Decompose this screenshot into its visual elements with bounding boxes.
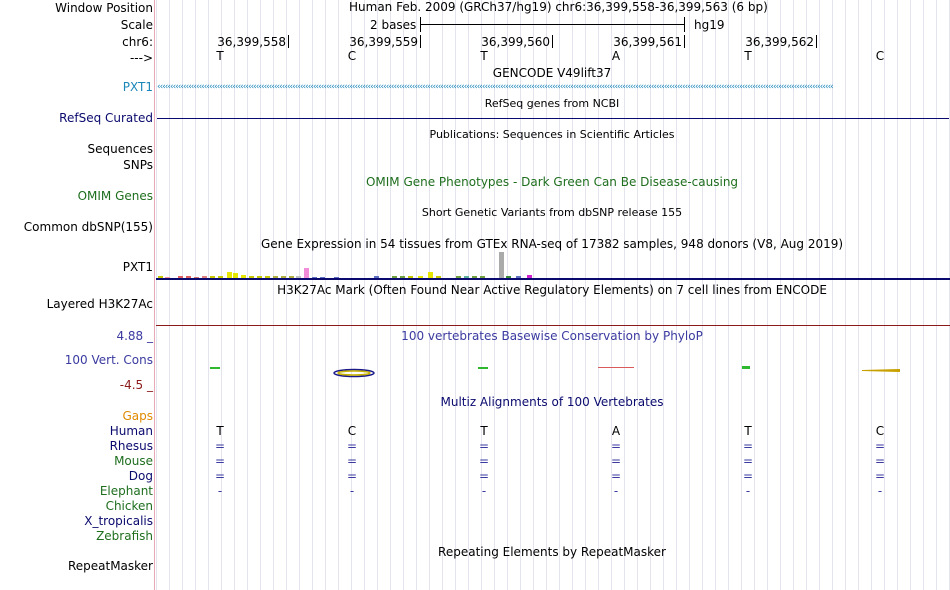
conservation-track-label[interactable]: 100 Vert. Cons (64, 353, 153, 367)
dbsnp-track-label[interactable]: Common dbSNP(155) (23, 220, 153, 234)
alignment-base: = (214, 454, 226, 468)
repeatmasker-track-label[interactable]: RepeatMasker (67, 559, 153, 573)
conservation-max-label: 4.88 _ (116, 329, 153, 343)
species-label-dog[interactable]: Dog (128, 469, 153, 483)
omim-track-title: OMIM Gene Phenotypes - Dark Green Can Be Disease-causing (365, 175, 739, 189)
h3k27ac-baseline (156, 325, 950, 326)
alignment-base: T (216, 424, 224, 438)
species-label-mouse[interactable]: Mouse (114, 454, 153, 468)
cons-mark-2b (338, 371, 370, 375)
ruler-position-label: 36,399,560 (481, 35, 550, 49)
alignment-base: = (742, 454, 754, 468)
omim-track-label[interactable]: OMIM Genes (77, 189, 153, 203)
publications-track-title: Publications: Sequences in Scientific Articles (429, 128, 675, 141)
gtex-gene-line (156, 278, 950, 280)
cons-mark-5 (742, 366, 750, 369)
h3k27ac-track-label[interactable]: Layered H3K27Ac (46, 297, 153, 311)
ruler-tick (684, 35, 685, 48)
gencode-gene-body[interactable]: ‹‹‹‹‹‹‹‹‹‹‹‹‹‹‹‹‹‹‹‹‹‹‹‹‹‹‹‹‹‹‹‹‹‹‹‹‹‹‹‹‹‹‹‹‹‹‹‹‹‹‹‹‹‹‹‹‹‹‹‹‹‹‹‹‹‹‹‹‹‹‹‹‹‹‹‹‹‹‹‹‹‹‹‹‹‹‹‹‹‹‹‹‹‹‹‹‹‹‹‹‹‹‹‹‹‹‹‹‹‹‹‹‹‹‹‹‹‹‹‹‹‹‹‹‹‹‹‹‹‹‹‹‹‹‹‹‹‹‹‹‹‹‹‹‹‹‹‹‹‹‹‹‹‹‹‹‹‹‹‹‹‹‹‹‹‹‹‹‹‹‹‹‹‹‹‹‹‹‹‹‹‹‹‹‹‹‹‹‹‹‹‹‹‹‹‹‹‹‹‹‹‹‹‹‹‹‹‹‹‹‹‹‹‹‹‹‹‹‹‹‹‹‹‹‹‹‹‹‹‹‹‹‹‹‹‹‹‹‹‹‹‹‹‹‹‹‹‹‹‹‹‹‹‹‹‹‹‹‹‹ (157, 83, 833, 92)
window-position-label: Window Position (55, 1, 153, 15)
alignment-base: - (349, 484, 355, 498)
alignment-base: = (478, 439, 490, 453)
alignment-base: - (613, 484, 619, 498)
ruler-base: C (875, 49, 885, 63)
h3k27ac-track-title: H3K27Ac Mark (Often Found Near Active Regulatory Elements) on 7 cell lines from ENCODE (277, 283, 827, 297)
gtex-track-title: Gene Expression in 54 tissues from GTEx RNA-seq of 17382 samples, 948 donors (V8, Aug 2019) (260, 237, 844, 251)
alignment-base: - (877, 484, 883, 498)
alignment-base: = (610, 439, 622, 453)
refseq-track-title: RefSeq genes from NCBI (484, 97, 620, 110)
multiz-track-title: Multiz Alignments of 100 Vertebrates (440, 395, 664, 409)
alignment-base: = (742, 469, 754, 483)
gencode-track-title: GENCODE V49lift37 (492, 66, 612, 80)
alignment-base: - (217, 484, 223, 498)
alignment-base: = (610, 454, 622, 468)
label-column-separator (154, 0, 155, 590)
gtex-track-label[interactable]: PXT1 (122, 260, 153, 274)
window-title: Human Feb. 2009 (GRCh37/hg19) chr6:36,399,558-36,399,563 (6 bp) (349, 0, 768, 14)
ruler-position-label: 36,399,559 (349, 35, 418, 49)
alignment-base: C (875, 424, 885, 438)
alignment-base: = (874, 469, 886, 483)
gtex-bar (499, 252, 504, 278)
ruler-base: C (347, 49, 357, 63)
alignment-base: T (480, 424, 488, 438)
ruler-base: T (216, 49, 224, 63)
gencode-track-label[interactable]: PXT1 (122, 80, 153, 94)
scale-label: Scale (120, 18, 153, 32)
ruler-tick (288, 35, 289, 48)
gaps-label: Gaps (122, 409, 153, 423)
dbsnp-track-title: Short Genetic Variants from dbSNP release 155 (421, 206, 683, 219)
repeatmasker-track-title: Repeating Elements by RepeatMasker (438, 545, 666, 559)
cons-mark-6 (862, 369, 900, 372)
ruler-position-label: 36,399,558 (217, 35, 286, 49)
alignment-base: T (744, 424, 752, 438)
scale-text: 2 bases (370, 18, 417, 32)
alignment-base: = (346, 454, 358, 468)
alignment-base: = (214, 469, 226, 483)
gtex-bar (304, 268, 309, 278)
alignment-base: = (346, 469, 358, 483)
alignment-base: A (611, 424, 621, 438)
ruler-position-label: 36,399,561 (613, 35, 682, 49)
scale-bar-left-end (420, 17, 421, 32)
alignment-base: = (874, 439, 886, 453)
ruler-tick (816, 35, 817, 48)
publications-track-label[interactable]: Sequences (87, 142, 153, 156)
conservation-graph[interactable] (156, 360, 950, 384)
conservation-track-title: 100 vertebrates Basewise Conservation by PhyloP (401, 329, 703, 343)
species-label-chicken[interactable]: Chicken (105, 499, 153, 513)
alignment-base: C (347, 424, 357, 438)
alignment-base: = (478, 469, 490, 483)
conservation-min-label: -4.5 _ (119, 378, 153, 392)
cons-mark-3 (478, 367, 488, 369)
species-label-elephant[interactable]: Elephant (99, 484, 153, 498)
species-label-zebrafish[interactable]: Zebrafish (96, 529, 153, 543)
species-label-x_tropicalis[interactable]: X_tropicalis (84, 514, 153, 528)
snps-track-label[interactable]: SNPs (123, 158, 153, 172)
species-label-rhesus[interactable]: Rhesus (109, 439, 153, 453)
ruler-position-label: 36,399,562 (745, 35, 814, 49)
ruler-base: T (480, 49, 488, 63)
alignment-base: - (481, 484, 487, 498)
assembly-label: hg19 (694, 18, 725, 32)
strand-label: ---> (129, 51, 153, 65)
scale-bar (420, 24, 685, 25)
alignment-base: = (610, 469, 622, 483)
cons-mark-4 (598, 367, 634, 368)
alignment-base: = (346, 439, 358, 453)
alignment-base: = (478, 454, 490, 468)
ruler-tick (420, 35, 421, 48)
alignment-base: = (214, 439, 226, 453)
refseq-track-label[interactable]: RefSeq Curated (59, 111, 153, 125)
species-label-human[interactable]: Human (109, 424, 153, 438)
refseq-gene-body[interactable] (157, 118, 949, 119)
ruler-base: T (744, 49, 752, 63)
scale-bar-right-end (684, 17, 685, 32)
alignment-base: = (742, 439, 754, 453)
chrom-label: chr6: (122, 35, 153, 49)
alignment-base: - (745, 484, 751, 498)
cons-mark-1 (210, 367, 220, 369)
gtex-expression-bars[interactable] (156, 252, 950, 278)
ruler-tick (552, 35, 553, 48)
ruler-base: A (611, 49, 621, 63)
alignment-base: = (874, 454, 886, 468)
